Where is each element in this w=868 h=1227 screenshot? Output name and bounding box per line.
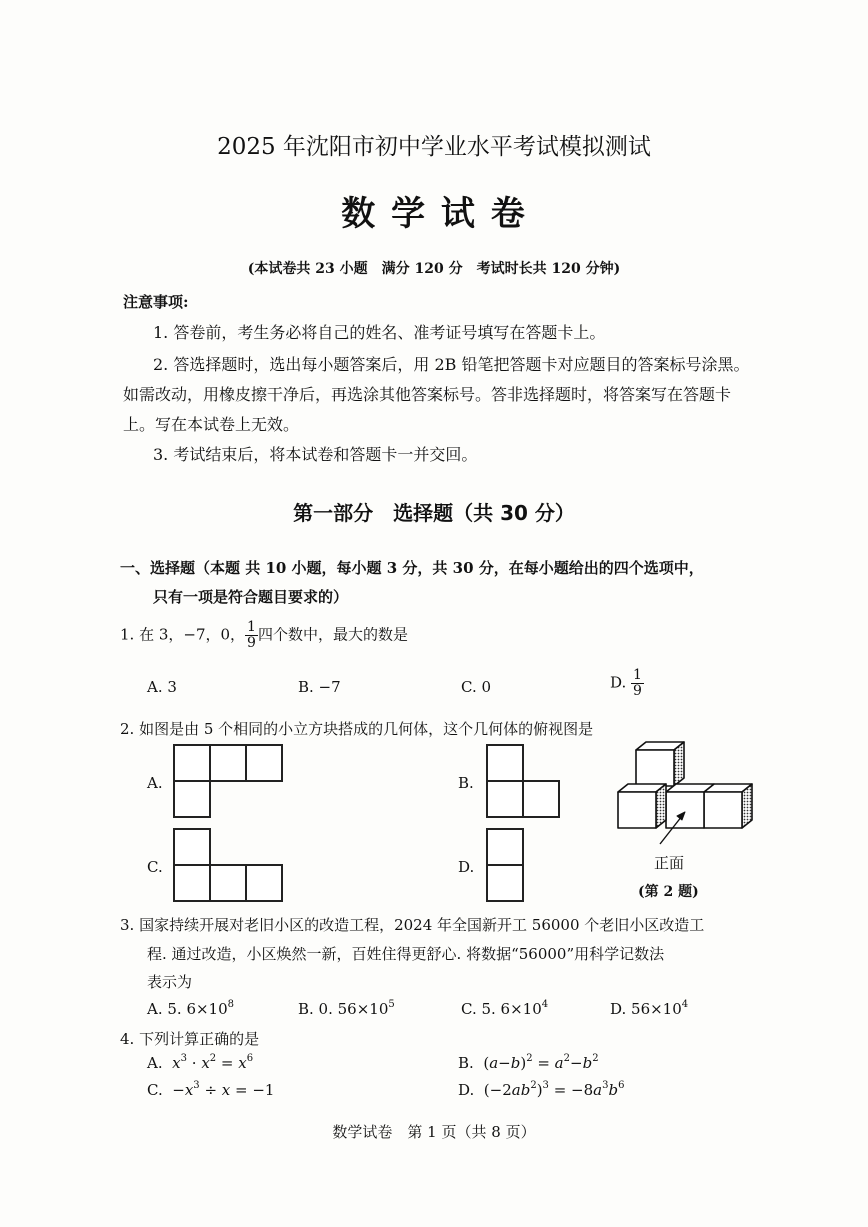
- exam-info: (本试卷共 23 小题 满分 120 分 考试时长共 120 分钟): [247, 261, 621, 277]
- q2-solid-figure: [608, 740, 758, 845]
- exam-title: 2025 年沈阳市初中学业水平考试模拟测试: [217, 134, 651, 160]
- q2-option-d-figure: [486, 828, 530, 906]
- q2-option-c-label: C.: [147, 858, 163, 876]
- q4-option-a: A. $x^3 \cdot x^2 = x^6$: [147, 1053, 254, 1072]
- figure-caption: (第 2 题): [638, 884, 699, 900]
- question-4: 4. 下列计算正确的是: [120, 1030, 260, 1048]
- q2-option-a-figure: [173, 744, 288, 822]
- question-1-suffix: 四个数中，最大的数是: [257, 625, 408, 644]
- page-footer: 数学试卷 第 1 页（共 8 页）: [332, 1123, 536, 1141]
- part-1-title: 第一部分 选择题（共 30 分）: [293, 501, 575, 525]
- q2-option-c-figure: [173, 828, 288, 906]
- q3-option-d: D. $56\times 10^4$: [610, 999, 689, 1018]
- q1-option-b: B. −7: [298, 678, 341, 696]
- notice-item-1: 1. 答卷前，考生务必将自己的姓名、准考证号填写在答题卡上。: [153, 323, 606, 342]
- question-3-end: 表示为: [147, 973, 193, 991]
- question-1: [120, 620, 408, 651]
- notice-item-3: 3. 考试结束后，将本试卷和答题卡一并交回。: [153, 445, 478, 464]
- question-3: 3. 国家持续开展对老旧小区的改造工程，2024 年全国新开工 56000 个老旧小区改造工: [120, 916, 705, 934]
- section-heading: 一、选择题（本题 共 10 小题，每小题 3 分，共 30 分，在每小题给出的四个选项中，: [120, 559, 704, 577]
- section-heading-cont: 只有一项是符合题目要求的）: [153, 588, 349, 606]
- question-1-prefix: 1. 在 3，−7，0，: [120, 625, 246, 644]
- q1-option-d: D. $\frac{1}{9}$: [610, 667, 642, 699]
- question-2: 2. 如图是由 5 个相同的小立方块搭成的几何体，这个几何体的俯视图是: [120, 720, 594, 738]
- subject-title: 数 学 试 卷: [341, 194, 527, 234]
- notice-item-2: 2. 答选择题时，选出每小题答案后，用 2B 铅笔把答题卡对应题目的答案标号涂黑。: [153, 355, 750, 374]
- front-view-label: 正面: [654, 854, 685, 872]
- notice-item-2-cont: 如需改动，用橡皮擦干净后，再选涂其他答案标号。答非选择题时，将答案写在答题卡: [123, 385, 732, 404]
- q3-option-a: A. 5. $6\times 10^8$: [147, 999, 235, 1018]
- q4-option-b: B. $(a-b)^2 = a^2-b^2$: [458, 1053, 599, 1072]
- notice-item-2-end: 上。写在本试卷上无效。: [123, 415, 300, 434]
- fraction-one-ninth: $\frac{1}{9}$: [633, 667, 642, 699]
- q2-option-a-label: A.: [147, 774, 163, 792]
- q1-option-c: C. 0: [461, 678, 492, 696]
- question-3-cont: 程. 通过改造，小区焕然一新，百姓住得更舒心. 将数据“56000”用科学记数法: [147, 945, 665, 963]
- q2-option-b-figure: [486, 744, 566, 822]
- q4-option-d: D. $(-2ab^2)^3 = -8a^3b^6$: [458, 1080, 625, 1099]
- q3-option-c: C. 5. $6\times 10^4$: [461, 999, 549, 1018]
- q1-option-a: A. 3: [147, 678, 177, 696]
- fraction-one-ninth: $\frac{1}{9}$: [247, 619, 256, 651]
- q2-option-d-label: D.: [458, 858, 475, 876]
- q4-option-c: C. $-x^3 \div x = -1$: [147, 1080, 275, 1099]
- q2-option-b-label: B.: [458, 774, 474, 792]
- notice-heading: 注意事项:: [123, 293, 189, 311]
- q3-option-b: B. 0. $56\times 10^5$: [298, 999, 395, 1018]
